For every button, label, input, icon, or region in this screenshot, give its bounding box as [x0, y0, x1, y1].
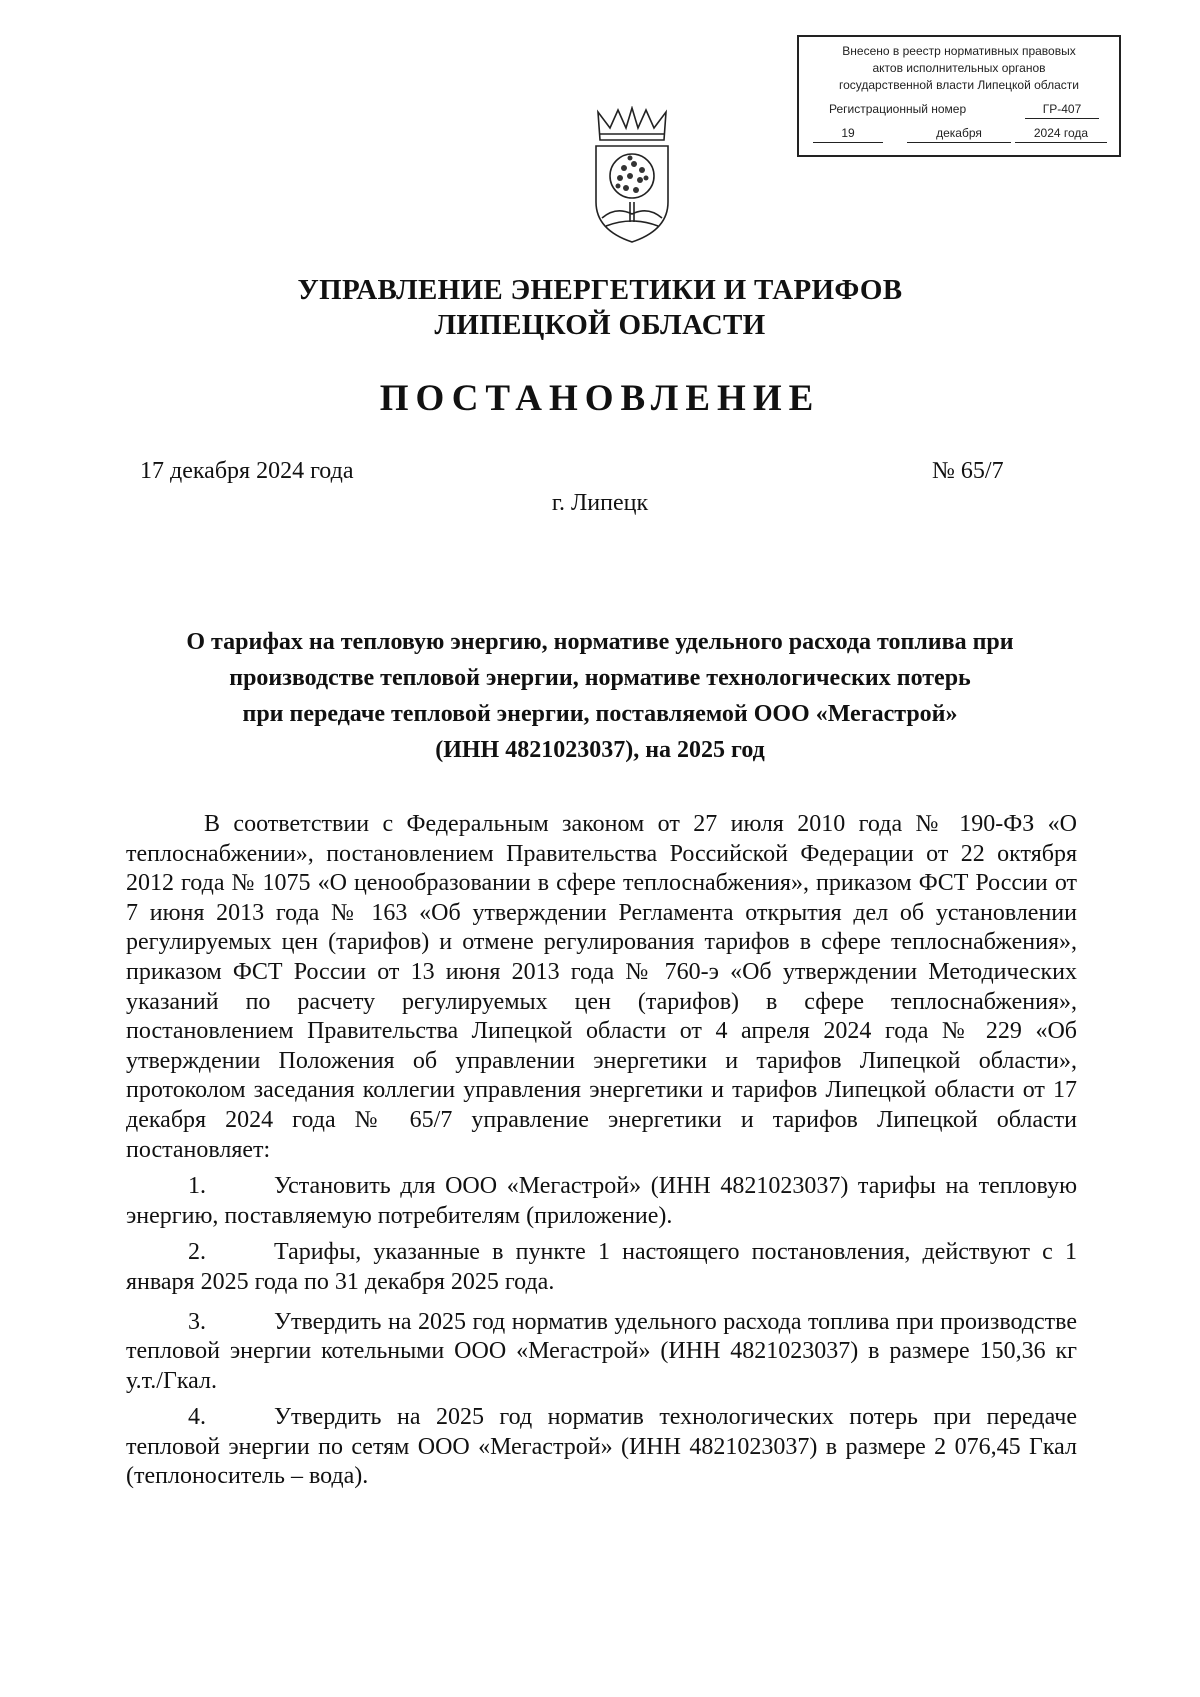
- title-line-3: при передаче тепловой энергии, поставляемой ООО «Мегастрой»: [242, 701, 958, 727]
- item-text: Утвердить на 2025 год норматив технологических потерь при передаче тепловой энергии по сетям ООО «Мегастрой» (ИНН 4821023037) в размере 2 076,45 Гкал (теплоноситель – вода).: [126, 1404, 1077, 1490]
- document-title: [0, 624, 1200, 768]
- org-name-line-2: ЛИПЕЦКОЙ ОБЛАСТИ: [434, 309, 766, 341]
- resolution-item-2: [126, 1238, 1077, 1297]
- document-city: г. Липецк: [551, 490, 649, 516]
- stamp-line-3: государственной власти Липецкой области: [838, 78, 1080, 92]
- registry-stamp: [797, 35, 1121, 157]
- resolution-item-3: [126, 1308, 1077, 1397]
- preamble-paragraph: В соответствии с Федеральным законом от 27 июля 2010 года № 190-ФЗ «О теплоснабжении», постановлением Правительства Российской Федерации от 22 октября 2012 года № 1075 «О ценообразовании в сфере теплоснабжения», приказом ФСТ России от 7 июня 2013 года № 163 «Об утверждении Регламента открытия дел об установлении регулируемых цен (тарифов) и отмене регулирования тарифов в сфере теплоснабжения», приказом ФСТ России от 13 июня 2013 года № 760-э «Об утверждении Методических указаний по расчету регулируемых цен (тарифов) в сфере теплоснабжения», постановлением Правительства Липецкой области от 4 апреля 2024 года № 229 «Об утверждении Положения об управлении энергетики и тарифов Липецкой области», протоколом заседания коллегии управления энергетики и тарифов Липецкой области от 17 декабря 2024 года № 65/7 управление энергетики и тарифов Липецкой области постановляет:: [126, 811, 1077, 1163]
- resolution-item-1: [126, 1172, 1077, 1231]
- item-text: Утвердить на 2025 год норматив удельного расхода топлива при производстве тепловой энергии котельными ООО «Мегастрой» (ИНН 4821023037) в размере 150,36 кг у.т./Гкал.: [126, 1308, 1077, 1394]
- resolution-item-4: [126, 1403, 1077, 1492]
- item-text: Тарифы, указанные в пункте 1 настоящего постановления, действуют с 1 января 2025 года по 31 декабря 2025 года.: [126, 1239, 1077, 1295]
- title-line-2: производстве тепловой энергии, нормативе технологических потерь: [229, 665, 971, 691]
- title-line-4: (ИНН 4821023037), на 2025 год: [435, 737, 765, 763]
- item-number: 3.: [188, 1308, 206, 1335]
- item-text: Установить для ООО «Мегастрой» (ИНН 4821023037) тарифы на тепловую энергию, поставляемую потребителям (приложение).: [126, 1173, 1077, 1229]
- stamp-line-2: актов исполнительных органов: [872, 61, 1046, 75]
- org-name-line-1: УПРАВЛЕНИЕ ЭНЕРГЕТИКИ И ТАРИФОВ: [297, 274, 903, 306]
- stamp-date-row: [813, 125, 1107, 143]
- stamp-registration-row: [829, 101, 1099, 119]
- document-number: № 65/7: [932, 458, 1004, 484]
- item-number: 4.: [188, 1404, 206, 1431]
- stamp-day: 19: [813, 125, 883, 143]
- document-type-heading: ПОСТАНОВЛЕНИЕ: [379, 378, 821, 419]
- stamp-registration-label: Регистрационный номер: [829, 102, 967, 116]
- item-number: 1.: [188, 1173, 206, 1200]
- stamp-year: 2024 года: [1015, 125, 1107, 143]
- item-number: 2.: [188, 1239, 206, 1266]
- document-body: [126, 810, 1077, 1492]
- document-date: 17 декабря 2024 года: [140, 458, 354, 484]
- coat-of-arms-icon: [590, 106, 674, 246]
- stamp-line-1: Внесено в реестр нормативных правовых: [842, 44, 1076, 58]
- stamp-registration-number: ГР-407: [1025, 101, 1099, 119]
- stamp-month: декабря: [907, 125, 1011, 143]
- title-line-1: О тарифах на тепловую энергию, нормативе удельного расхода топлива при: [186, 629, 1014, 655]
